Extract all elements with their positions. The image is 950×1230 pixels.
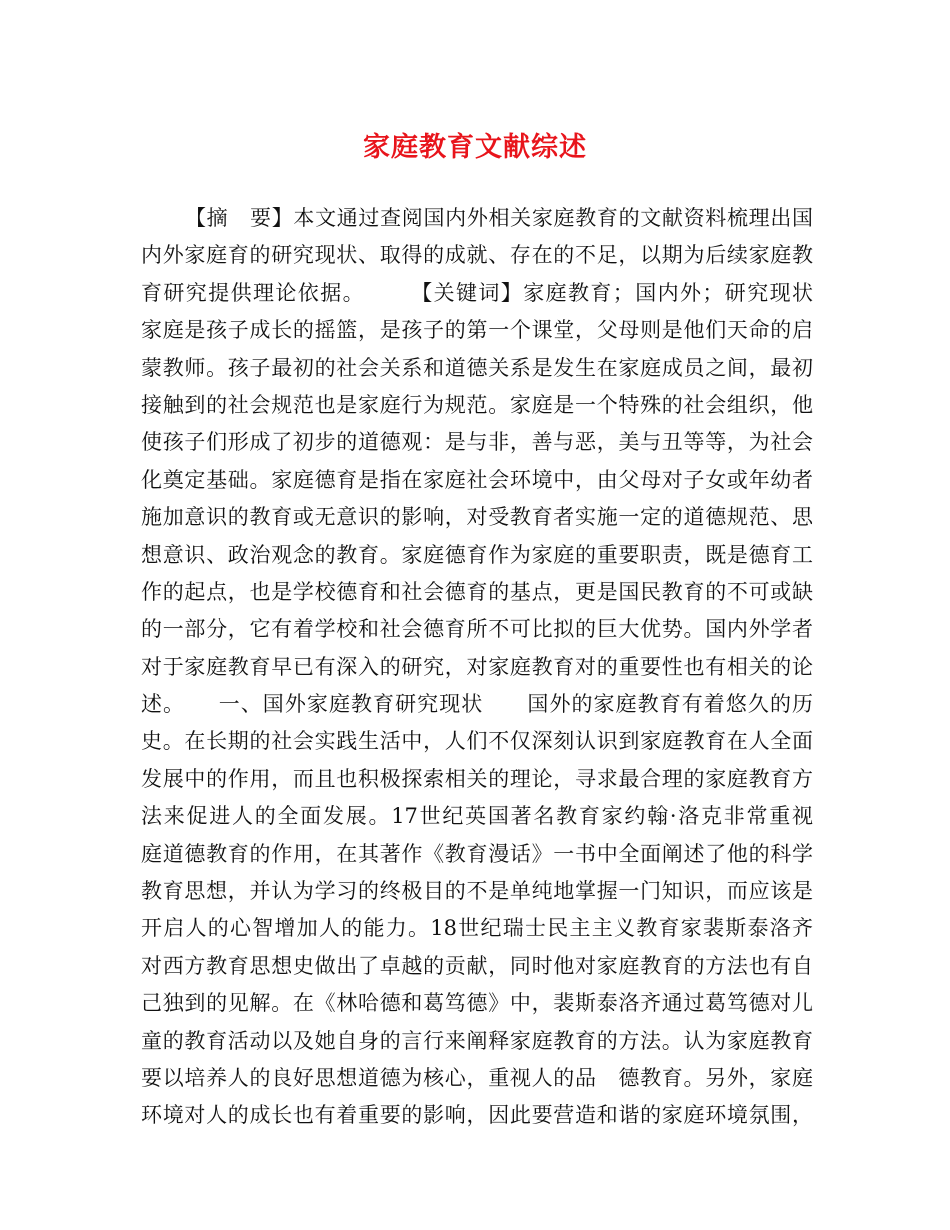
text-line: 要以培养人的良好思想道德为核心，重视人的品 德教育。另外，家庭 [141, 1065, 813, 1090]
text-line: 环境对人的成长也有着重要的影响，因此要营造和谐的家庭环境氛围， [141, 1103, 813, 1128]
text-line: 内外家庭育的研究现状、取得的成就、存在的不足，以期为后续家庭教 [141, 243, 813, 268]
text-line: 【摘 要】本文通过查阅国内外相关家庭教育的文献资料梳理出国 [185, 206, 813, 230]
text-line: 施加意识的教育或无意识的影响，对受教育者实施一定的道德规范、思 [141, 505, 813, 530]
text-line: 作的起点，也是学校德育和社会德育的基点，更是国民教育的不可或缺 [141, 579, 813, 604]
text-line: 使孩子们形成了初步的道德观：是与非，善与恶，美与丑等等，为社会 [141, 430, 813, 455]
text-line: 育研究提供理论依据。 【关键词】家庭教育；国内外；研究现状 [141, 280, 813, 305]
document-body [141, 200, 813, 1135]
text-line: 开启人的心智增加人的能力。18世纪瑞士民主主义教育家裴斯泰洛齐 [141, 916, 813, 941]
text-line: 庭道德教育的作用，在其著作《教育漫话》一书中全面阐述了他的科学 [141, 841, 813, 866]
text-line: 己独到的见解。在《林哈德和葛笃德》中，裴斯泰洛齐通过葛笃德对儿 [141, 991, 813, 1016]
text-line: 教育思想，并认为学习的终极目的不是单纯地掌握一门知识，而应该是 [141, 879, 813, 904]
text-line: 童的教育活动以及她自身的言行来阐释家庭教育的方法。认为家庭教育 [141, 1028, 813, 1053]
text-line: 化奠定基础。家庭德育是指在家庭社会环境中，由父母对子女或年幼者 [141, 467, 813, 492]
text-line: 接触到的社会规范也是家庭行为规范。家庭是一个特殊的社会组织，他 [141, 392, 813, 417]
text-line: 想意识、政治观念的教育。家庭德育作为家庭的重要职责，既是德育工 [141, 542, 813, 567]
text-line: 发展中的作用，而且也积极探索相关的理论，寻求最合理的家庭教育方 [141, 766, 813, 791]
document-title: 家庭教育文献综述 [363, 132, 587, 163]
text-line: 的一部分，它有着学校和社会德育所不可比拟的巨大优势。国内外学者 [141, 617, 813, 642]
text-line: 蒙教师。孩子最初的社会关系和道德关系是发生在家庭成员之间，最初 [141, 355, 813, 380]
text-line: 法来促进人的全面发展。17世纪英国著名教育家约翰·洛克非常重视 [141, 804, 813, 829]
text-line: 述。 一、国外家庭教育研究现状 国外的家庭教育有着悠久的历 [141, 692, 813, 717]
text-line: 家庭是孩子成长的摇篮，是孩子的第一个课堂，父母则是他们天命的启 [141, 318, 813, 343]
text-line: 对西方教育思想史做出了卓越的贡献，同时他对家庭教育的方法也有自 [141, 953, 813, 978]
text-line: 对于家庭教育早已有深入的研究，对家庭教育对的重要性也有相关的论 [141, 654, 813, 679]
text-line: 史。在长期的社会实践生活中，人们不仅深刻认识到家庭教育在人全面 [141, 729, 813, 754]
